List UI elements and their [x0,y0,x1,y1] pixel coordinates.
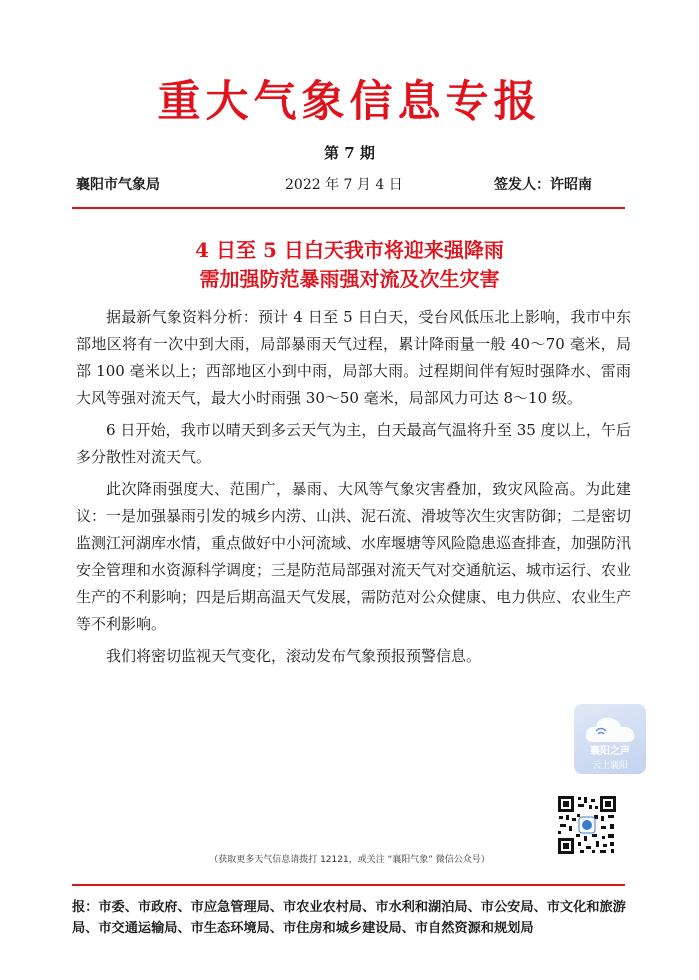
footer-divider [72,884,625,886]
issue-number: 第 7 期 [324,144,375,162]
masthead-title: 重大气象信息专报 [157,77,542,127]
watermark-subtext: 云上襄阳 [591,761,628,771]
issuing-agency: 襄阳市气象局 [76,177,160,193]
signer: 签发人：许昭南 [494,177,592,193]
header-divider [72,207,625,209]
watermark-text: 襄阳之声 [590,746,630,757]
report-body [76,304,631,675]
headline-line-1: 4 日至 5 日白天我市将迎来强降雨 [195,238,504,262]
issue-date: 2022 年 7 月 4 日 [285,177,403,193]
paragraph: 据最新气象资料分析：预计 4 日至 5 日白天，受台风低压北上影响，我市中东部地区将有一次中到大雨，局部暴雨天气过程，累计降雨量一般 40～70 毫米，局部 100 毫米以上；西部地区小到中雨，局部大雨。过程期间伴有短时强降水、雷雨大风等强对流天气，最大小时雨强 30～50 毫米，局部风力可达 8～10 级。 [76,308,631,407]
paragraph: 6 日开始，我市以晴天到多云天气为主，白天最高气温将升至 35 度以上，午后多分散性对流天气。 [76,421,631,466]
watermark-logo [574,704,646,774]
paragraph: 此次降雨强度大、范围广，暴雨、大风等气象灾害叠加，致灾风险高。为此建议：一是加强暴雨引发的城乡内涝、山洪、泥石流、滑坡等次生灾害防御；二是密切监测江河湖库水情，重点做好中小河流域、水库堰塘等风险隐患巡查排查，加强防汛安全管理和水资源科学调度；三是防范局部强对流天气对交通航运、城市运行、农业生产的不利影响；四是后期高温天气发展，需防范对公众健康、电力供应、农业生产等不利影响。 [76,480,632,633]
headline-line-2: 需加强防范暴雨强对流及次生灾害 [199,267,500,291]
contact-note: （获取更多天气信息请拨打 12121，或关注 “襄阳气象” 微信公众号） [209,855,490,865]
paragraph: 我们将密切监视天气变化，滚动发布气象预报预警信息。 [106,647,482,665]
qr-code-icon [556,794,618,856]
recipient-list: 报：市委、市政府、市应急管理局、市农业农村局、市水利和湖泊局、市公安局、市文化和旅游局、市交通运输局、市生态环境局、市住房和城乡建设局、市自然资源和规划局 [72,900,626,936]
cloud-icon [584,714,636,744]
